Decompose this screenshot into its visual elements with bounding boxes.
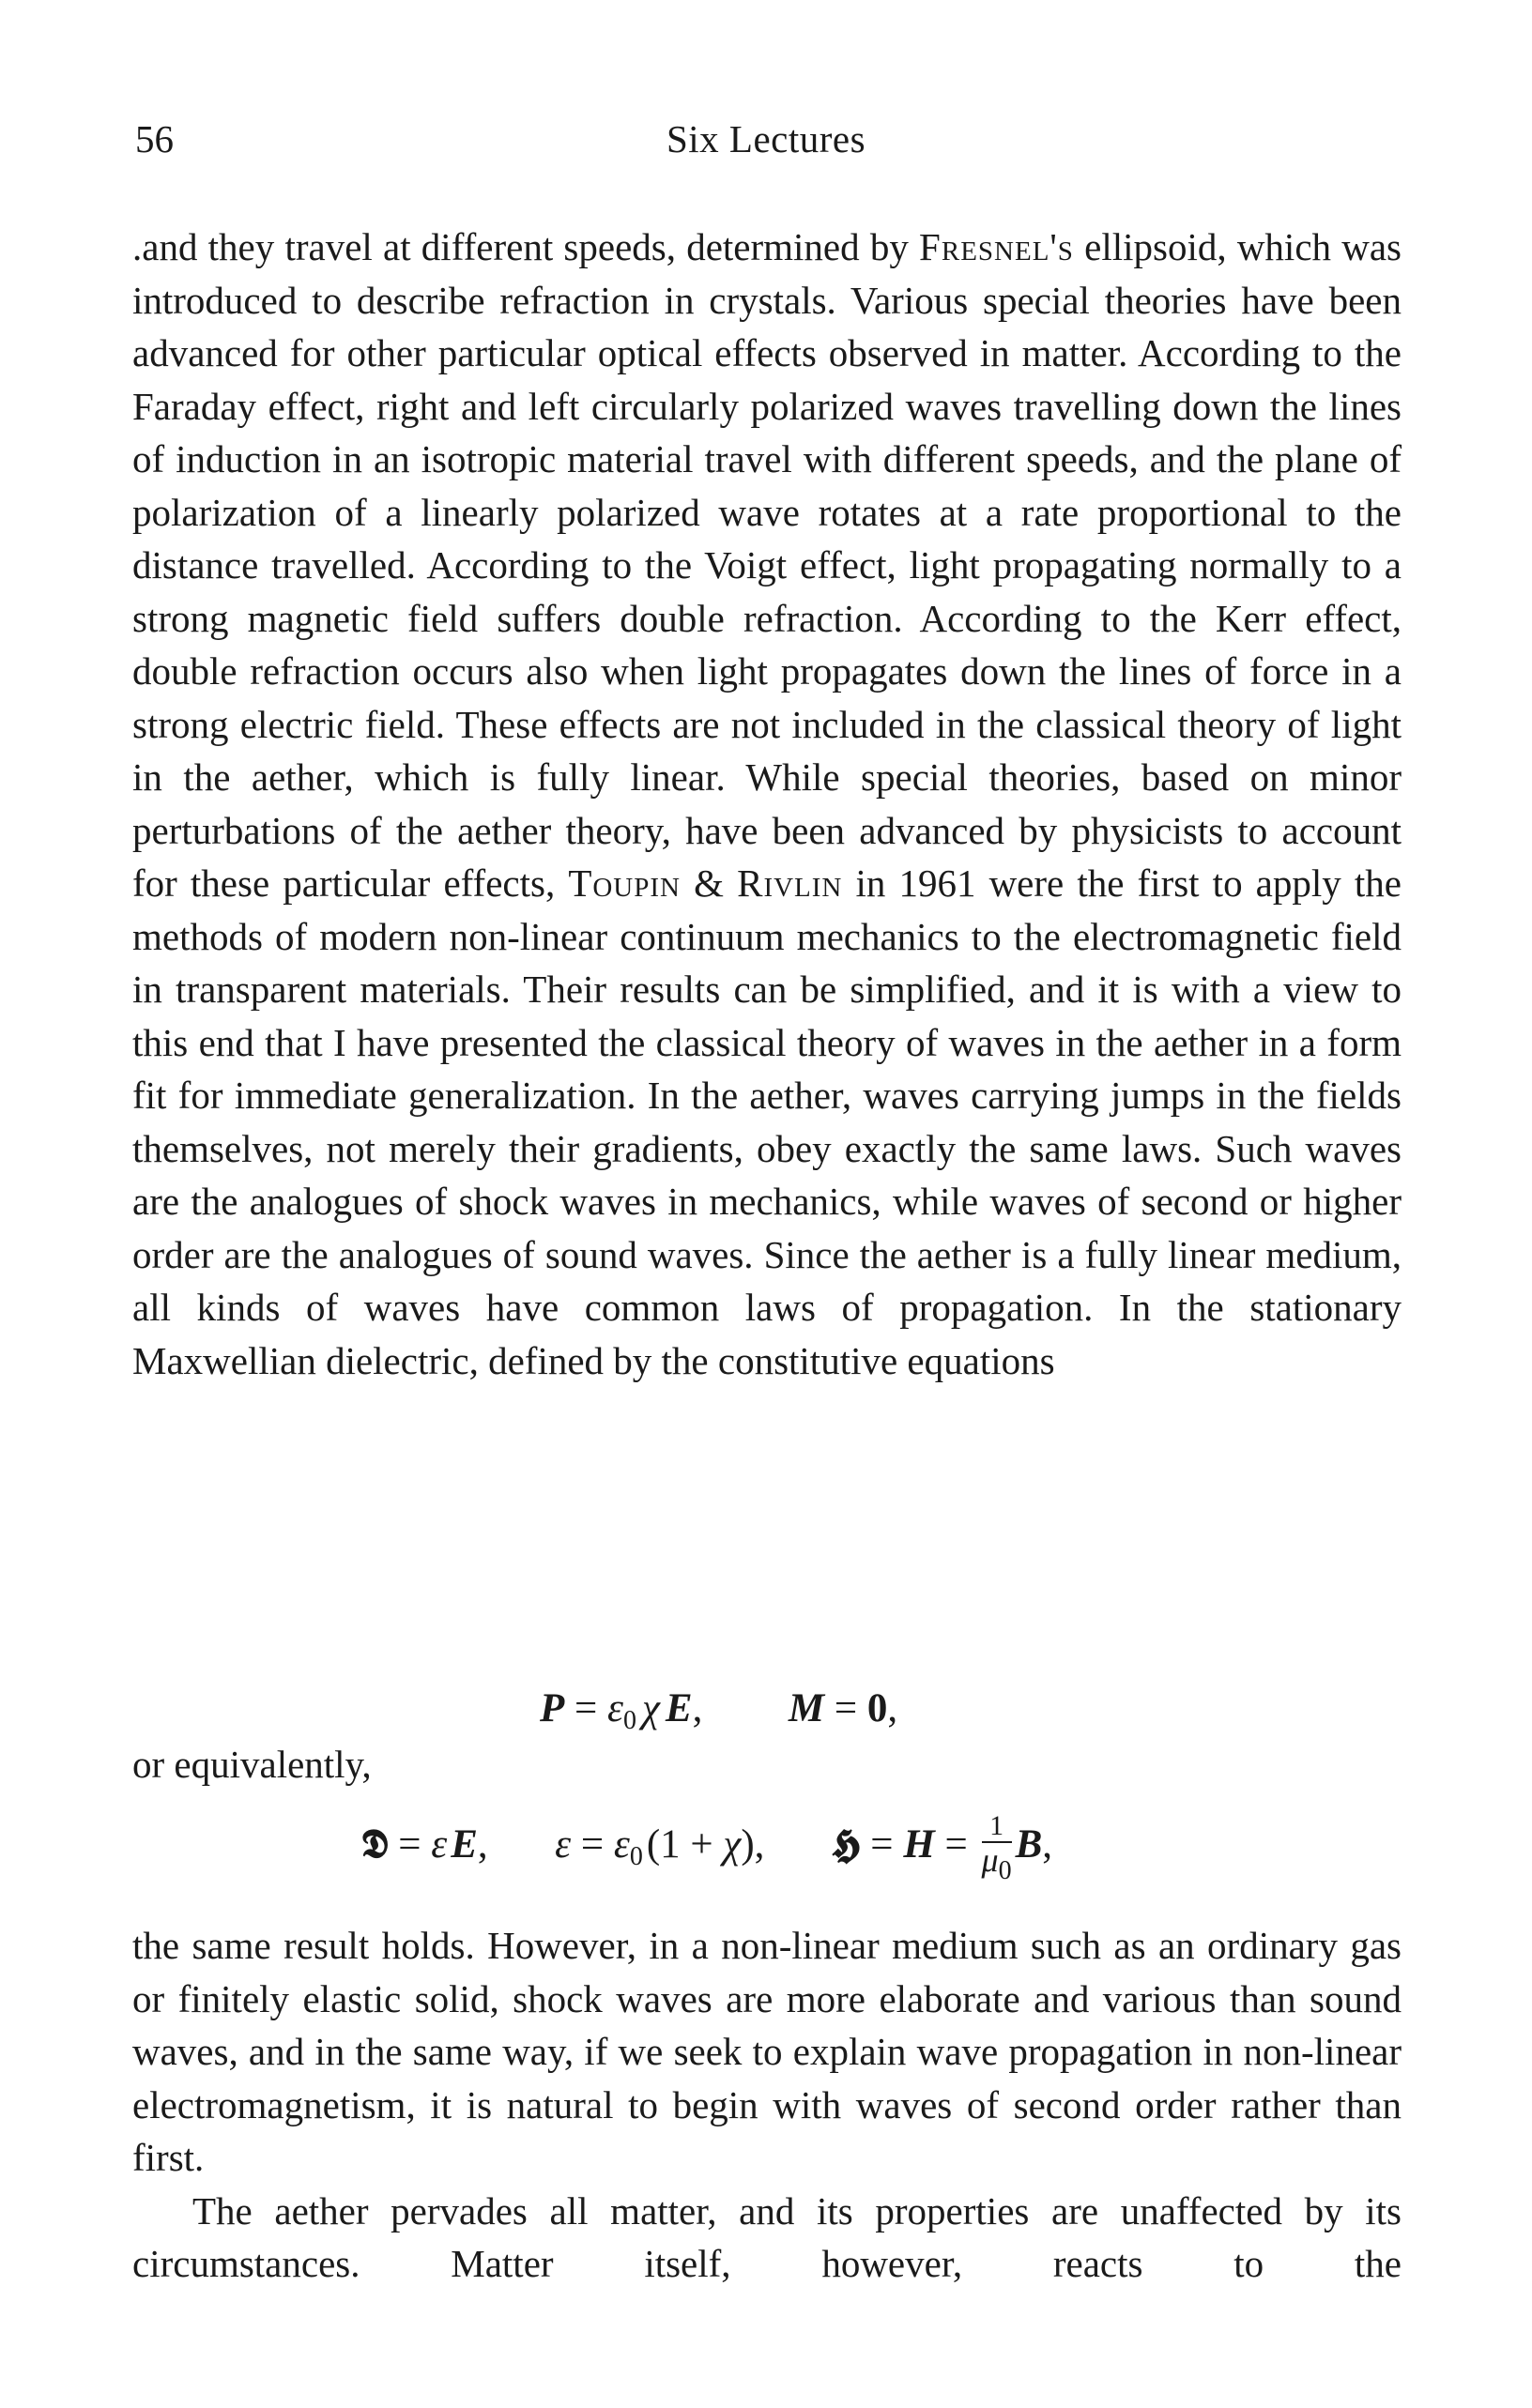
eq-paren-close: ), [741,1821,765,1867]
eq-paren-open: (1 + [646,1821,724,1867]
eq-fraction-numerator: 1 [982,1811,1012,1843]
eq-equals: = [564,1686,608,1730]
eq-symbol-zero: 0 [866,1686,888,1730]
eq-symbol-epsilon: ε [607,1686,623,1730]
eq-subscript: 0 [623,1706,636,1735]
eq-symbol-epsilon: ε [431,1821,448,1867]
eq-comma: , [887,1686,898,1730]
or-equivalently-text: or equivalently, [132,1743,372,1786]
paragraph-1-text-c: in 1961 were the first to apply the methods of modern non-linear continuum mechanics to the electromagnetic field in transparent materials. Their results can be simplified, and it is with a view to this end that I have presented the classical theory of waves in the aether in a form fit for immediate generalization. In the aether, waves carrying jumps in the fields themselves, not merely their gradients, obey exactly the same laws. Such waves are the analogues of shock waves in mechanics, while waves of second or higher order are the analogues of sound waves. Since the aether is a fully linear medium, all kinds of waves have common laws of propagation. In the stationary Maxwellian dielectric, defined by the constitutive equations [132,861,1402,1382]
author-name-toupin: Toupin [568,861,681,905]
or-equivalently-line [132,1738,1402,1791]
eq-symbol-B: B [1015,1821,1043,1867]
eq-symbol-H: H [903,1821,935,1867]
eq-symbol-M: M [788,1686,825,1730]
eq-symbol-E: E [665,1686,693,1730]
eq-comma: , [692,1686,703,1730]
eq-symbol-chi: χ [723,1821,742,1867]
eq-symbol-D-fraktur: 𝕯 [361,1820,389,1867]
paragraph-1 [132,221,1402,1387]
author-name-rivlin: Rivlin [737,861,843,905]
paragraph-1-text-a: .and they travel at different speeds, determined by [132,225,920,268]
eq-subscript: 0 [998,1855,1012,1885]
eq-symbol-chi: χ [642,1686,660,1730]
eq-symbol-H-fraktur: 𝕳 [831,1820,861,1867]
eq-equals: = [860,1821,904,1867]
paragraph-2: the same result holds. However, in a non-linear medium such as an ordinary gas or finitely elastic solid, shock waves are more elaborate and various than sound waves, and in the same way, if we seek to explain wave propagation in non-linear electromagnetism, it is natural to begin with waves of second order rather than first. [132,1924,1402,2179]
paragraph-1-text-b: ellipsoid, which was introduced to describe refraction in crystals. Various special theories have been advanced for other particular optical effects observed in matter. According to the Faraday effect, right and left circularly polarized waves travelling down the lines of induction in an isotropic material travel with different speeds, and the plane of polarization of a linearly polarized wave rotates at a rate proportional to the distance travelled. According to the Voigt effect, light propagating normally to a strong magnetic field suffers double refraction. According to the Kerr effect, double refraction occurs also when light propagates down the lines of force in a strong electric field. These effects are not included in the classical theory of light in the aether, which is fully linear. While special theories, based on minor perturbations of the aether theory, have been advanced by physicists to account for these particular effects, [132,225,1402,905]
author-name-fresnel: Fresnel's [919,225,1074,268]
eq-fraction [982,1811,1012,1884]
equation-constitutive [540,1685,897,1736]
body-text-lower [132,1919,1402,2291]
running-head: Six Lectures [666,117,866,160]
ampersand: & [680,861,738,905]
eq-symbol-epsilon: ε [555,1821,572,1867]
eq-symbol-P: P [540,1686,565,1730]
equation-equivalent [361,1811,1052,1884]
eq-symbol-mu: μ [981,1840,999,1879]
eq-subscript: 0 [629,1841,643,1871]
page-header [131,116,1401,173]
eq-equals: = [934,1821,978,1867]
page-number: 56 [135,117,174,160]
eq-symbol-E: E [451,1821,478,1867]
eq-equals: = [388,1821,432,1867]
eq-comma: , [1042,1821,1053,1867]
eq-equals: = [824,1686,867,1730]
eq-symbol-epsilon: ε [613,1821,630,1867]
eq-comma: , [477,1821,488,1867]
eq-fraction-denominator [981,1840,1012,1885]
eq-equals: = [571,1821,614,1867]
body-text-upper [132,221,1402,1387]
paragraph-3: The aether pervades all matter, and its properties are unaffected by its circumstances. Matter itself, however, reacts to the [132,2188,1402,2285]
